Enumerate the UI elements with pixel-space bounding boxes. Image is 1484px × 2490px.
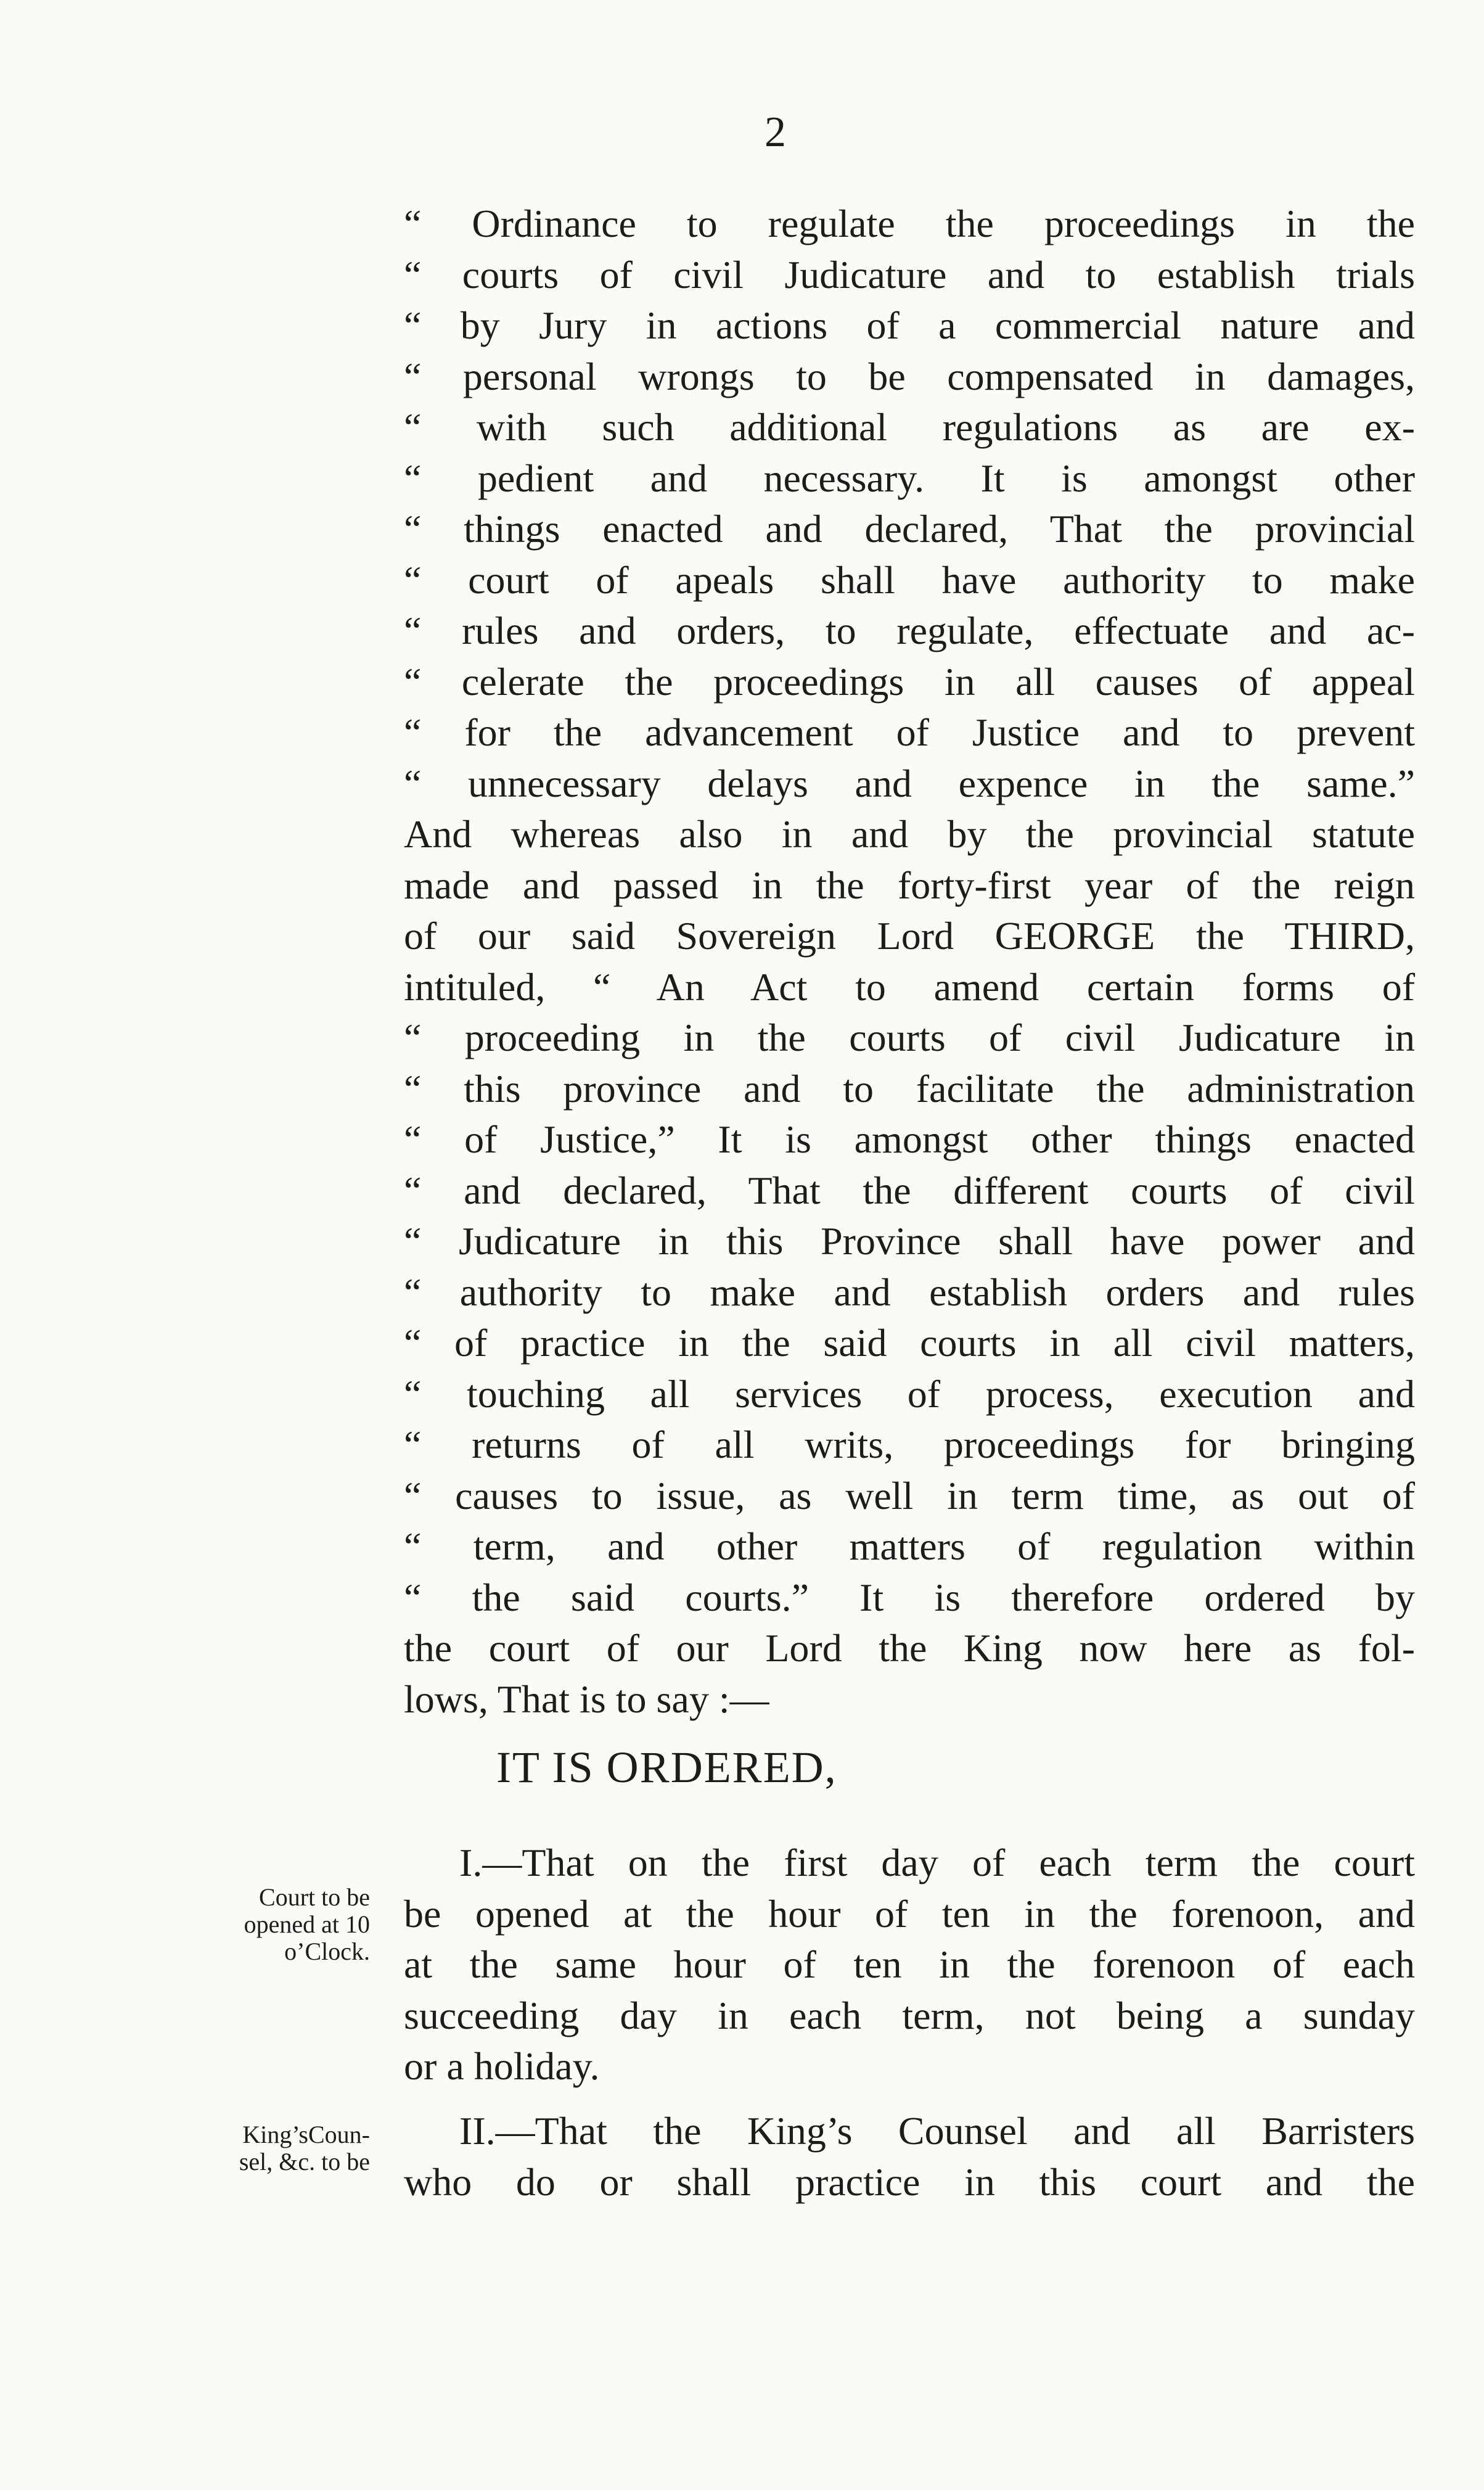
- paragraph-2: [404, 2106, 1415, 2208]
- margin-note-line: King’sCoun-: [242, 2121, 370, 2148]
- paragraph-1: [404, 1838, 1415, 2092]
- body-line: “ by Jury in actions of a commercial nature and: [404, 303, 1415, 347]
- body-line: And whereas also in and by the provincial statute: [404, 812, 1415, 856]
- body-line: “ unnecessary delays and expence in the same.”: [404, 761, 1415, 805]
- body-line: “ authority to make and establish orders and rules: [404, 1270, 1415, 1314]
- body-line: “ Ordinance to regulate the proceedings in the: [404, 202, 1415, 245]
- body-line: “ for the advancement of Justice and to prevent: [404, 710, 1415, 754]
- paragraph-line: at the same hour of ten in the forenoon of each: [404, 1942, 1415, 1986]
- page-number: 2: [765, 109, 786, 156]
- paragraph-line: who do or shall practice in this court and the: [404, 2159, 1415, 2204]
- body-line: lows, That is to say :—: [404, 1677, 769, 1721]
- body-line: “ of Justice,” It is amongst other things enacted: [404, 1117, 1415, 1161]
- paragraph-line: I.—That on the first day of each term the court: [459, 1841, 1415, 1884]
- body-line: “ this province and to facilitate the administration: [404, 1066, 1415, 1111]
- margin-note-line: sel, &c. to be: [239, 2148, 370, 2176]
- margin-note-court-opening: [173, 1884, 370, 1965]
- body-line: “ rules and orders, to regulate, effectuate and ac-: [404, 609, 1415, 652]
- paragraph-line: or a holiday.: [404, 2044, 600, 2088]
- body-line: “ term, and other matters of regulation within: [404, 1524, 1415, 1568]
- body-line: the court of our Lord the King now here as fol-: [404, 1626, 1415, 1670]
- margin-note-kings-counsel: [173, 2121, 370, 2176]
- paragraph-line: be opened at the hour of ten in the forenoon, and: [404, 1891, 1415, 1936]
- body-line: “ courts of civil Judicature and to establish trials: [404, 252, 1415, 297]
- body-line: “ touching all services of process, execution and: [404, 1371, 1415, 1416]
- body-line: “ causes to issue, as well in term time, as out of: [404, 1473, 1415, 1518]
- margin-note-line: o’Clock.: [284, 1937, 370, 1965]
- margin-note-line: Court to be: [259, 1883, 370, 1911]
- body-line: “ proceeding in the courts of civil Judicature in: [404, 1016, 1415, 1059]
- body-line: “ returns of all writs, proceedings for bringing: [404, 1423, 1415, 1466]
- paragraph-line: II.—That the King’s Counsel and all Barristers: [459, 2109, 1415, 2153]
- margin-note-line: opened at 10: [244, 1910, 370, 1938]
- body-line: “ pedient and necessary. It is amongst other: [404, 456, 1415, 500]
- body-line: “ the said courts.” It is therefore ordered by: [404, 1575, 1415, 1619]
- body-line: intituled, “ An Act to amend certain forms of: [404, 964, 1415, 1009]
- body-line: “ with such additional regulations as are ex-: [404, 405, 1415, 449]
- body-line: “ things enacted and declared, That the provincial: [404, 507, 1415, 551]
- body-line: “ court of apeals shall have authority to make: [404, 557, 1415, 602]
- body-line: “ personal wrongs to be compensated in damages,: [404, 354, 1415, 398]
- body-line: “ of practice in the said courts in all civil matters,: [404, 1321, 1415, 1365]
- body-line: “ and declared, That the different courts of civil: [404, 1168, 1415, 1212]
- body-line: “ Judicature in this Province shall have power and: [404, 1219, 1415, 1263]
- body-line: made and passed in the forty-first year of the reign: [404, 863, 1415, 907]
- section-heading: IT IS ORDERED,: [496, 1743, 837, 1792]
- body-line: of our said Sovereign Lord GEORGE the THIRD,: [404, 914, 1415, 958]
- body-line: “ celerate the proceedings in all causes of appeal: [404, 659, 1415, 704]
- body-text: [404, 199, 1415, 1725]
- paragraph-line: succeeding day in each term, not being a sunday: [404, 1993, 1415, 2037]
